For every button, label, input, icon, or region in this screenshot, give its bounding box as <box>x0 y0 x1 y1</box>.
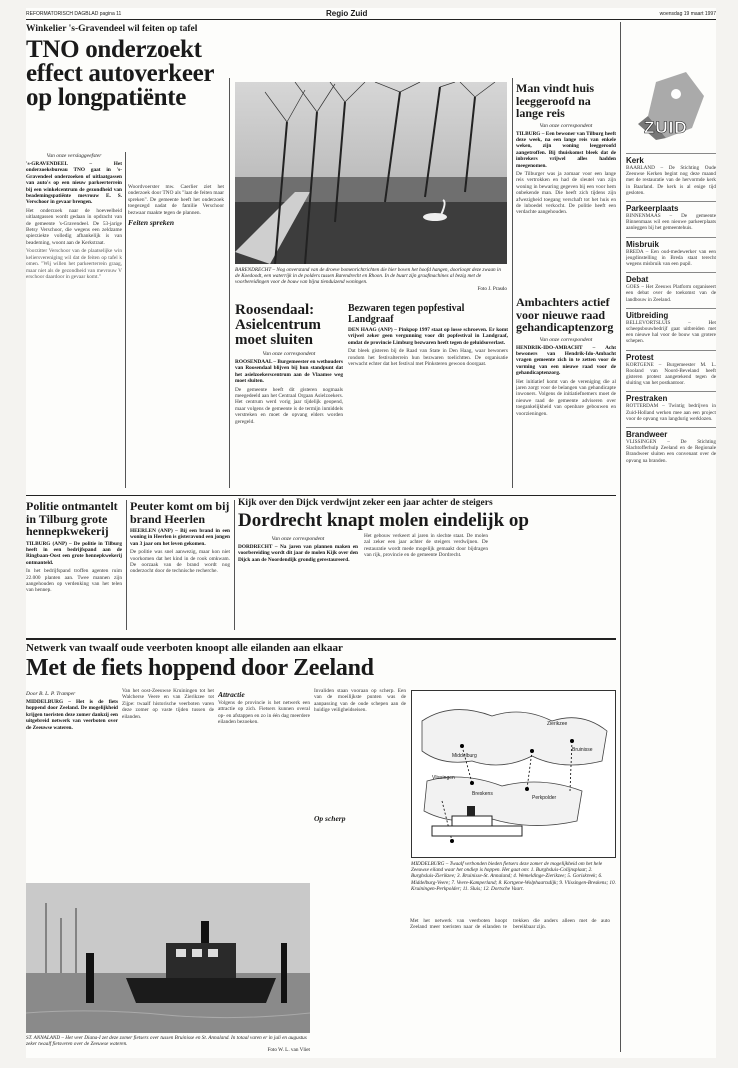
tno-subhead: Feiten spreken <box>128 218 175 228</box>
photo-ferry <box>26 883 310 1033</box>
tilburg-lead: TILBURG – Een bewoner van Tilburg heeft deze week, na een lange reis van enkele weken, zijn woning leeggeroofd aangetroffen. Bij thuiskomst bleek dat de inbrekers vrijwel alles hadden meegenomen. <box>516 130 616 169</box>
photo-swan <box>235 82 507 264</box>
politie-body: In het bedrijfspand troffen agenten ruim 22.000 planten aan. Twee mannen zijn aangehouden op verdenking van het telen van hennep. <box>26 568 122 594</box>
article-ambacht <box>516 296 616 488</box>
molen-headline: Dordrecht knapt molen eindelijk op <box>238 510 530 531</box>
fiets-col4 <box>314 688 406 1063</box>
sidebar-brief-head: Parkeerplaats <box>626 201 716 213</box>
map-label-6: Perkpolder <box>532 795 557 801</box>
sidebar-brief-head: Kerk <box>626 153 716 165</box>
photo-swan-caption-block <box>235 267 507 299</box>
popfestival-lead: DEN HAAG (ANP) – Pinkpop 1997 staat op losse schroeven. Er komt vrijwel zeker geen vergunning voor dit popfestival in Landgraaf, omdat de provincie Limburg bezwaren heeft tegen de geluidsoverlast. <box>348 327 508 346</box>
sidebar-brief-text: GOES – Het Zeeuws Platform organiseert een debat over de toekomst van de landbouw in Zeeland. <box>626 284 716 303</box>
popfestival-body: Dat bleek gisteren bij de Raad van State in Den Haag, waar bewoners rondom het festivalterrein hun bezwaren toelichtten. De organisatie verwacht echter dat het festival met Pinksteren gewoon doorgaat. <box>348 348 508 368</box>
photo-swan-credit: Foto J. Prasdo <box>477 285 507 292</box>
peuter-headline: Peuter komt om bij brand Heerlen <box>130 500 230 526</box>
article-fiets-head <box>26 642 616 684</box>
roosendaal-lead: ROOSENDAAL – Burgemeester en wethouders van Roosendaal blijven bij hun standpunt dat het asielzoekerscentrum aan de Vlaamse weg moet sluiten. <box>235 359 343 385</box>
politie-headline: Politie ontmantelt in Tilburg grote hennepkwekerij <box>26 500 118 538</box>
sidebar-briefs <box>626 148 716 1053</box>
article-tilburg <box>516 82 616 292</box>
fiets-col1 <box>26 688 118 878</box>
article-politie <box>26 500 122 632</box>
article-molen <box>238 498 616 632</box>
newspaper-page <box>26 8 716 1058</box>
tno-kicker: Winkelier 's-Gravendeel wil feiten op tafel <box>26 24 198 34</box>
molen-lead: DORDRECHT – Na jaren van plannen maken en voorbereiding wordt dit jaar de molen Kijk over den Dijck aan de Noordendijk grondig gerestaureerd. <box>238 544 358 563</box>
sidebar-brief-text: BINNENMAAS – De gemeente Binnenmaas wil een nieuwe parkeerplaats aanleggen bij het gemeentehuis. <box>626 213 716 232</box>
fiets-subhead-1: Attractie <box>218 690 245 699</box>
paper-name: REFORMATORISCH DAGBLAD pagina 11 <box>26 11 122 17</box>
fiets-kicker: Netwerk van twaalf oude veerboten knoopt alle eilanden aan elkaar <box>26 642 343 654</box>
map-caption-block <box>411 861 616 916</box>
tno-headline-block <box>26 38 226 148</box>
tilburg-headline: Man vindt huis leeggeroofd na lange reis <box>516 82 595 120</box>
sidebar-brief-head: Protest <box>626 350 716 362</box>
map-label-1: Zierikzee <box>547 721 568 727</box>
molen-kicker: Kijk over den Dijck verdwijnt zeker een jaar achter de steigers <box>238 498 493 508</box>
article-roosendaal <box>235 303 343 493</box>
peuter-body: De politie was snel aanwezig, maar kon niet voorkomen dat het kind in de rook omkwam. De oorzaak van de brand wordt nog onderzocht door de technische recherche. <box>130 549 230 575</box>
sidebar-brief-text: BELLEVORTSLUIS – Het scheepsbouwbedrijf gaat uitbreiden met een nieuwe hal voor de bouw van grotere schepen. <box>626 319 716 345</box>
fiets-body-3: Invaliden staan vooraan op scherp. Een van de moeilijkste punten was de aanpassing van de oude schepen aan de huidige veiligheidseisen. <box>314 688 406 714</box>
photo-swan-caption: BARENDRECHT – Nog onverstand van de droeve bomenrichtrichten die hier boven het hoofd hangen, doorloopt deze zwaan in de Koedoodt, een waterrijk in de polders tussen Barendrecht en Rhoon. In de buurt zijn graafmachines al bezig met de voorbereidingen voor de bouw van bijna tienduizend woningen. <box>235 267 501 286</box>
article-popfestival <box>348 303 508 493</box>
map-label-5: Breskens <box>472 791 493 797</box>
tno-col1 <box>26 150 122 490</box>
map-label-4: Vlissingen <box>432 775 455 781</box>
tilburg-body: De Tilburger was ja zomaar voor een lange reis vertrokken en had de sleutel van zijn woning in bewaring gegeven bij een voor hem onbekende man. Die heeft zich tijdens zijn afwezigheid toegang verschaft tot het huis en de inboedel verkocht. De politie heeft een verdachte aangehouden. <box>516 170 616 216</box>
fiets-headline: Met de fiets hoppend door Zeeland <box>26 655 374 681</box>
photo-ferry-credit: Foto W. L. van Vliet <box>267 1047 310 1054</box>
tno-body-1: Het onderzoek naar de hoeveelheid uitlaatgassen wordt gedaan in opdracht van de gemeente 's-Gravendeel. De 53-jarige Betsy Verschoor, die wegens een zeldzame spierziekte volledig afhankelijk is van beademing, woont aan de Kerkstraat. <box>26 207 122 246</box>
fiets-body-2: Volgens de provincie is het netwerk een attractie op zich. Fietsers kunnen overal op- en afstappen en zo in één dag meerdere eilanden bezoeken. <box>218 700 310 726</box>
fiets-col5 <box>410 918 610 1063</box>
sidebar-brief-head: Brandweer <box>626 427 716 439</box>
tno-body-2: Voorzitter Verschoor van de plaatselijke winkeliersvereniging wil dat de feiten op tafel komen. "Wij willen het parkeerterrein graag, maar niet als de gezondheid van mevrouw Verschoor daardoor in gevaar komt." <box>26 248 122 280</box>
sidebar-brief-head: Prestraken <box>626 391 716 403</box>
ambacht-byline: Van onze correspondent <box>539 336 593 343</box>
photo-ferry-caption-block <box>26 1035 310 1057</box>
photo-ferry-caption: ST. ANNALAND – Het veer Diana-I zet deze zomer fietsers over tussen Bruinisse en St. Annaland. In totaal varen er in juli en augustus zeker twaalf fietsveren over de Zeeuwse wateren. <box>26 1035 307 1048</box>
sidebar-brief-head: Misbruik <box>626 237 716 249</box>
sidebar-brief-head: Debat <box>626 272 716 284</box>
politie-lead: TILBURG (ANP) – De politie in Tilburg heeft in een bedrijfspand aan de Ringbaan-Oost een grote hennepkwekerij ontmanteld. <box>26 540 122 566</box>
issue-date: woensdag 19 maart 1997 <box>659 11 716 17</box>
section-title: Regio Zuid <box>326 9 368 18</box>
sidebar-brief-text: KORTGENE – Burgemeester M. L. Rooland van Noord-Beveland heeft gisteren protest aangetekend tegen de sluiting van het postkantoor. <box>626 361 716 387</box>
article-peuter <box>130 500 230 632</box>
sidebar-logo <box>626 68 716 144</box>
sidebar-brief-text: BAARLAND – De Stichting Oude Zeeuwse Kerken begint nog deze maand met de restauratie van de hervormde kerk in Baarland. De kerk is al enige tijd gesloten. <box>626 165 716 196</box>
sidebar-brief-text: BREDA – Een oud-medewerker van een jeugdinstelling in Breda staat terecht wegens misbruik van een pupil. <box>626 248 716 268</box>
molen-body: Het gebouw verkeert al jaren in slechte staat. De molen zal zeker een jaar achter de steigers verdwijnen. De restauratie wordt mede mogelijk gemaakt door bijdragen van rijk, provincie en de gemeente Dordrecht. <box>364 533 488 559</box>
tno-byline: Van onze verslaggeefster <box>46 153 102 159</box>
tno-headline: TNO onderzoekt effect autoverkeer op longpatiënte <box>26 38 214 111</box>
tno-body-3: Woordvoerster mw. Caerlier ziet het onderzoek door TNO als "laat de feiten maar spreken". De gemeente heeft het onderzoek toegezegd nadat de familie Verschoor bezwaar maakte tegen de plannen. <box>128 184 224 216</box>
sidebar-brief-text: VLISSINGEN – De Stichting Slachtofferhulp Zeeland en de Regionale Brandweer sluiten een convenant over de opvang na branden. <box>626 439 716 464</box>
roosendaal-byline: Van onze correspondent <box>262 351 316 357</box>
molen-byline: Van onze correspondent <box>271 536 325 542</box>
fiets-col2 <box>122 688 214 878</box>
peuter-lead: HEERLEN (ANP) – Bij een brand in een woning in Heerlen is gisteravond een jongen van 3 jaar om het leven gekomen. <box>130 528 230 547</box>
fiets-subhead-2: Op scherp <box>314 813 346 823</box>
ambacht-headline: Ambachters actief voor nieuwe raad gehandicaptenzorg <box>516 296 614 334</box>
tilburg-byline: Van onze correspondent <box>539 122 593 129</box>
fiets-body-1: Van het oost-Zeeuwse Kruiningen tot het Walcherse Veere en van Zierikzee tot Zijpe: twaalf historische veerboten varen deze zomer op vaste tijden tussen de eilanden. <box>122 688 214 720</box>
sidebar-brief-text: ROTTERDAM – Twintig bedrijven in Zuid-Holland werken mee aan een project voor de opvang van langdurig werklozen. <box>626 403 716 422</box>
page-header <box>26 8 716 20</box>
fiets-byline: Door B. L. P. Tramper <box>26 691 76 697</box>
map-caption: MIDDELBURG – Twaalf verbonden bieden fietsers deze zomer de mogelijkheid om het hele Zeeuwse eiland waar het ondiep is hoppen. Het gaat om: 1. Burghsluis-Colijnsplaat; 2. Burghsluis-Zierikzee; 3. Bruinisse-St. Annaland; 4. Wemeldinge-Zierikzee; 5. Goriskreek; 6. Middelburg-Veere; 7. Veere-Kamperland; 8. Kortgene-Wolphaartsdijk; 9. Vlissingen-Breskens; 10. Kruiningen-Perkpolder; 11. Sluis; 12. Dortsche Vaart. <box>411 861 616 892</box>
roosendaal-headline: Roosendaal: Asielcentrum moet sluiten <box>235 303 321 348</box>
map-zeeland <box>411 690 616 858</box>
popfestival-headline: Bezwaren tegen popfestival Landgraaf <box>348 303 465 325</box>
fiets-col3 <box>218 688 310 878</box>
tno-col2 <box>128 184 224 490</box>
fiets-lead: MIDDELBURG – Het is de fiets hoppend door Zeeland. De mogelijkheid krijgen toeristen deze zomer dankzij een uitgebreid netwerk van veerboten over de Zeeuwse wateren. <box>26 699 118 731</box>
ambacht-lead: HENDRIK-IDO-AMBACHT – Acht bewoners van Hendrik-Ido-Ambacht vragen gemeente zich in te zetten voor de vorming van een nieuwe raad voor de gehandicaptenzorg. <box>516 344 616 377</box>
sidebar-logo-text: ZUID <box>644 118 688 137</box>
roosendaal-body: De gemeente heeft dit gisteren nogmaals meegedeeld aan het Centraal Orgaan Asielzoekers. Het centrum werd vorig jaar tijdelijk geopend, maar volgens de gemeente is de termijn inmiddels verstreken en moet de opvang elders worden geregeld. <box>235 386 343 425</box>
ambacht-body: Het initiatief komt van de vereniging die al jaren zorgt voor de belangen van gehandicapte inwoners. Volgens de initiatiefnemers moet de nieuwe raad de gemeente adviseren over toegankelijkheid van openbare gebouwen en voorzieningen. <box>516 378 616 417</box>
map-label-3: Middelburg <box>452 753 477 759</box>
tno-lead: 's-GRAVENDEEL – Het onderzoeksbureau TNO gaat in 's-Gravendeel onderzoeken of uitlaatgassen van auto's op een nieuw parkeerterrein bij een winkelcentrum de gezondheid van beademingspatiënte mevrouw E. S. Verschoor in gevaar brengen. <box>26 161 122 206</box>
fiets-body-4: Met het netwerk van veerboten hoopt Zeeland meer toeristen naar de eilanden te trekken die anders alleen met de auto bereikbaar zijn. <box>410 918 610 931</box>
sidebar-brief-head: Uitbreiding <box>626 308 716 320</box>
map-label-2: Bruinisse <box>572 747 593 753</box>
